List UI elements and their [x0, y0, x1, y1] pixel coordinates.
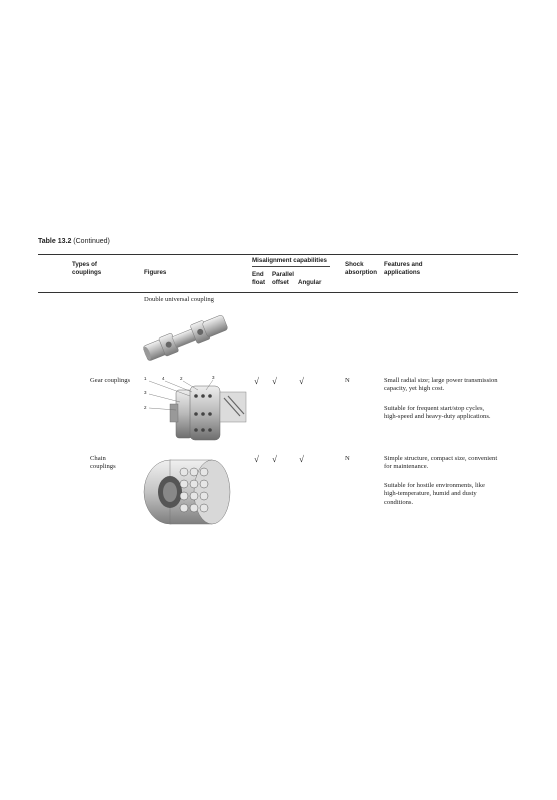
header-figures: Figures — [144, 269, 167, 276]
gear-figure-label-4: 4 — [162, 376, 165, 381]
row-type-chain-couplings: Chain couplings — [90, 455, 116, 471]
gear-figure-label-3-top: 3 — [212, 375, 215, 380]
gear-parallel-offset-check: √ — [272, 376, 277, 386]
double-universal-coupling-illustration — [140, 306, 230, 368]
chain-features-2: Suitable for hostile environments, like high-temperature, humid and dusty conditions. — [384, 482, 485, 506]
gear-end-float-check: √ — [254, 376, 259, 386]
gear-features-1: Small radial size; large power transmission capacity, yet high cost. — [384, 377, 498, 393]
header-end-float: End float — [252, 271, 266, 286]
header-shock-absorption: Shock absorption — [345, 261, 377, 276]
table-number: Table 13.2 — [38, 238, 72, 245]
table-caption — [38, 238, 110, 245]
row-type-gear-couplings: Gear couplings — [90, 377, 131, 384]
header-angular: Angular — [298, 279, 322, 286]
header-types-of-couplings: Types of couplings — [72, 261, 102, 276]
table-caption-note: (Continued) — [73, 238, 110, 245]
chain-coupling-illustration — [142, 452, 232, 528]
gear-figure-label-2-left: 2 — [144, 405, 147, 410]
gear-shock-absorption: N — [345, 377, 350, 384]
gear-figure-label-1: 1 — [144, 376, 147, 381]
gear-angular-check: √ — [299, 376, 304, 386]
chain-angular-check: √ — [299, 454, 304, 464]
chain-features-1: Simple structure, compact size, convenient for maintenance. — [384, 455, 498, 471]
table-top-rule — [38, 254, 518, 255]
gear-coupling-illustration — [140, 374, 248, 442]
table-header-rule — [38, 292, 518, 293]
gear-figure-label-3-left: 3 — [144, 390, 147, 395]
header-parallel-offset: Parallel offset — [272, 271, 295, 286]
header-features-and-applications: Features and applications — [384, 261, 423, 276]
chain-end-float-check: √ — [254, 454, 259, 464]
figure-caption-double-universal-coupling: Double universal coupling — [144, 296, 214, 303]
misalignment-header-rule — [252, 266, 330, 267]
gear-features-2: Suitable for frequent start/stop cycles, high-speed and heavy-duty applications. — [384, 405, 491, 421]
chain-parallel-offset-check: √ — [272, 454, 277, 464]
header-misalignment-capabilities: Misalignment capabilities — [252, 257, 327, 264]
chain-shock-absorption: N — [345, 455, 350, 462]
gear-figure-label-2-top: 2 — [180, 376, 183, 381]
gear-coupling-figure — [140, 374, 248, 442]
